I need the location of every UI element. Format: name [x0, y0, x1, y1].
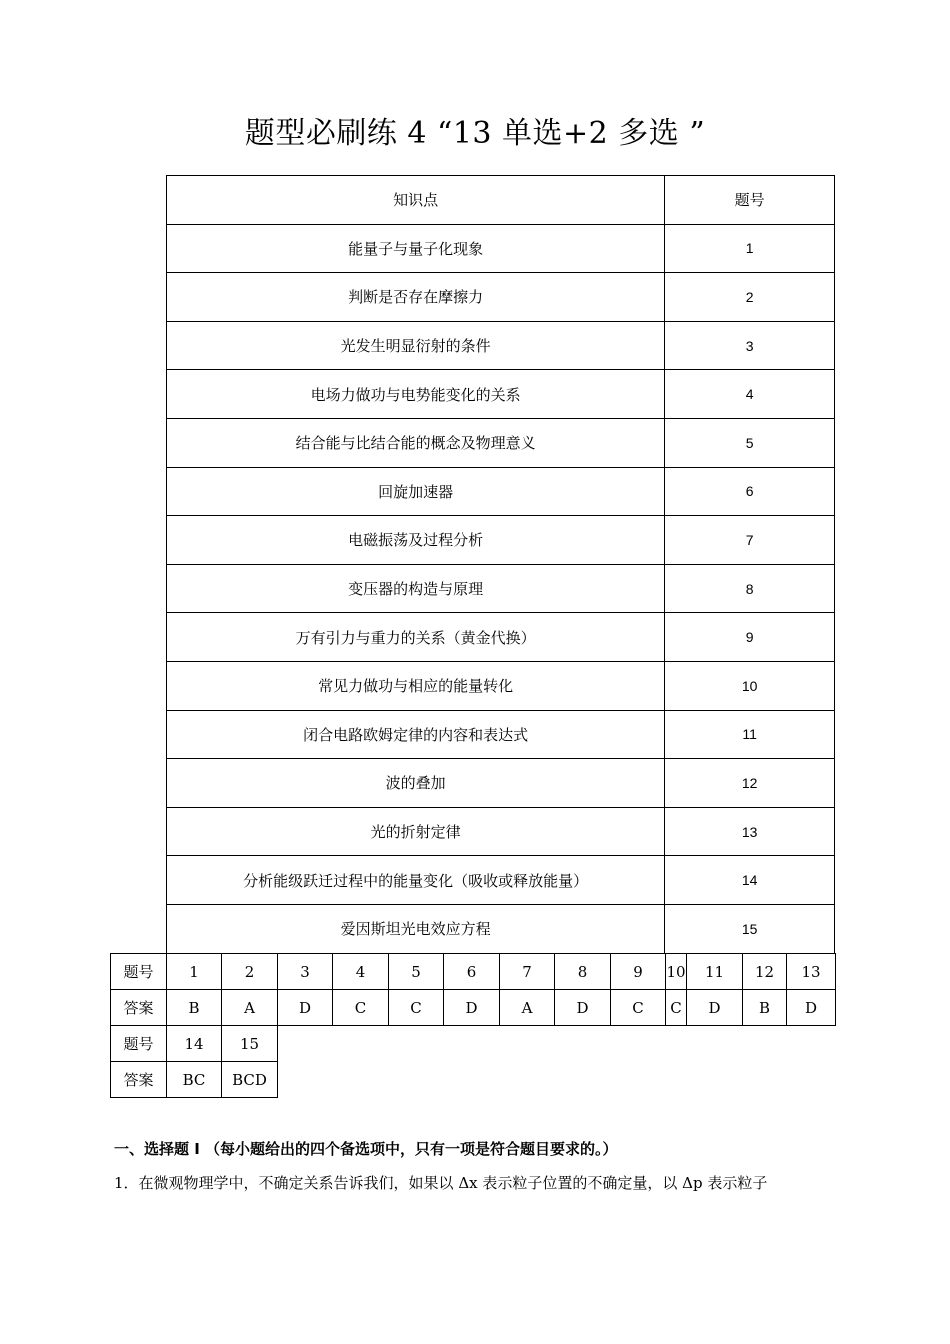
empty-cell	[333, 1062, 389, 1098]
empty-cell	[444, 1062, 500, 1098]
empty-cell	[389, 1062, 444, 1098]
empty-cell	[500, 1062, 555, 1098]
row-label: 答案	[111, 1062, 167, 1098]
empty-cell	[611, 1062, 666, 1098]
question-number-cell: 1	[665, 224, 835, 273]
knowledge-cell: 万有引力与重力的关系（黄金代换）	[167, 613, 665, 662]
answer-cell: D	[444, 990, 500, 1026]
row-label: 答案	[111, 990, 167, 1026]
answer-cell: B	[167, 990, 222, 1026]
answer-cell: C	[333, 990, 389, 1026]
question-number-cell: 12	[665, 759, 835, 808]
empty-cell	[743, 1062, 787, 1098]
answer-cell: B	[743, 990, 787, 1026]
answer-cell: A	[500, 990, 555, 1026]
question-1-text: 1．在微观物理学中，不确定关系告诉我们，如果以 Δx 表示粒子位置的不确定量，以 Δp 表示粒子	[114, 1174, 768, 1192]
page-title: 题型必刷练 4 “13 单选+2 多选 ”	[244, 116, 706, 151]
empty-cell	[611, 1026, 666, 1062]
empty-cell	[687, 1026, 743, 1062]
knowledge-row	[167, 370, 835, 419]
knowledge-cell: 变压器的构造与原理	[167, 564, 665, 613]
empty-cell	[278, 1062, 333, 1098]
knowledge-row	[167, 710, 835, 759]
knowledge-row	[167, 564, 835, 613]
number-cell: 15	[222, 1026, 278, 1062]
knowledge-cell: 判断是否存在摩擦力	[167, 273, 665, 322]
number-cell: 14	[167, 1026, 222, 1062]
knowledge-cell: 回旋加速器	[167, 467, 665, 516]
question-number-cell: 14	[665, 856, 835, 905]
number-cell: 4	[333, 954, 389, 990]
empty-cell	[787, 1062, 836, 1098]
answer-cell: C	[666, 990, 687, 1026]
empty-cell	[787, 1026, 836, 1062]
knowledge-row	[167, 418, 835, 467]
number-cell: 7	[500, 954, 555, 990]
answer-cell: C	[611, 990, 666, 1026]
empty-cell	[278, 1026, 333, 1062]
knowledge-row	[167, 807, 835, 856]
number-cell: 6	[444, 954, 500, 990]
answer-cell: D	[687, 990, 743, 1026]
knowledge-cell: 波的叠加	[167, 759, 665, 808]
empty-cell	[500, 1026, 555, 1062]
empty-cell	[687, 1062, 743, 1098]
number-cell: 13	[787, 954, 836, 990]
number-cell: 3	[278, 954, 333, 990]
knowledge-row	[167, 613, 835, 662]
answer-table	[110, 953, 836, 1098]
knowledge-cell: 结合能与比结合能的概念及物理意义	[167, 418, 665, 467]
number-cell: 11	[687, 954, 743, 990]
empty-cell	[555, 1026, 611, 1062]
knowledge-cell: 电磁振荡及过程分析	[167, 516, 665, 565]
knowledge-row	[167, 904, 835, 953]
question-number-cell: 7	[665, 516, 835, 565]
question-number-cell: 10	[665, 661, 835, 710]
knowledge-table	[166, 175, 835, 954]
number-cell: 8	[555, 954, 611, 990]
number-cell: 12	[743, 954, 787, 990]
question-number-cell: 5	[665, 418, 835, 467]
answer-cell: A	[222, 990, 278, 1026]
knowledge-row	[167, 467, 835, 516]
empty-cell	[389, 1026, 444, 1062]
question-number-cell: 8	[665, 564, 835, 613]
answer-cell: D	[555, 990, 611, 1026]
question-number-cell: 4	[665, 370, 835, 419]
answer-cell: BCD	[222, 1062, 278, 1098]
answer-cell: C	[389, 990, 444, 1026]
number-cell: 1	[167, 954, 222, 990]
empty-cell	[666, 1026, 687, 1062]
answer-cell: BC	[167, 1062, 222, 1098]
question-number-cell: 9	[665, 613, 835, 662]
number-row	[111, 954, 836, 990]
number-cell: 5	[389, 954, 444, 990]
question-number-cell: 11	[665, 710, 835, 759]
knowledge-row	[167, 661, 835, 710]
knowledge-row	[167, 273, 835, 322]
knowledge-cell: 光发生明显衍射的条件	[167, 321, 665, 370]
knowledge-row	[167, 321, 835, 370]
answer-cell: D	[278, 990, 333, 1026]
row-label: 题号	[111, 954, 167, 990]
empty-cell	[666, 1062, 687, 1098]
knowledge-row	[167, 856, 835, 905]
empty-cell	[743, 1026, 787, 1062]
knowledge-cell: 电场力做功与电势能变化的关系	[167, 370, 665, 419]
section-heading: 一、选择题 I （每小题给出的四个备选项中，只有一项是符合题目要求的。）	[114, 1140, 618, 1158]
knowledge-cell: 能量子与量子化现象	[167, 224, 665, 273]
knowledge-row	[167, 516, 835, 565]
number-cell: 2	[222, 954, 278, 990]
empty-cell	[333, 1026, 389, 1062]
number-row-2	[111, 1026, 836, 1062]
knowledge-table-header	[167, 176, 835, 225]
knowledge-cell: 闭合电路欧姆定律的内容和表达式	[167, 710, 665, 759]
question-number-cell: 2	[665, 273, 835, 322]
question-number-cell: 13	[665, 807, 835, 856]
row-label: 题号	[111, 1026, 167, 1062]
empty-cell	[555, 1062, 611, 1098]
knowledge-cell: 分析能级跃迁过程中的能量变化（吸收或释放能量）	[167, 856, 665, 905]
knowledge-row	[167, 224, 835, 273]
knowledge-row	[167, 759, 835, 808]
header-number: 题号	[665, 176, 835, 225]
header-knowledge: 知识点	[167, 176, 665, 225]
answer-row	[111, 990, 836, 1026]
knowledge-cell: 爱因斯坦光电效应方程	[167, 904, 665, 953]
question-number-cell: 3	[665, 321, 835, 370]
knowledge-cell: 光的折射定律	[167, 807, 665, 856]
empty-cell	[444, 1026, 500, 1062]
question-number-cell: 15	[665, 904, 835, 953]
question-number-cell: 6	[665, 467, 835, 516]
answer-row-2	[111, 1062, 836, 1098]
number-cell: 10	[666, 954, 687, 990]
number-cell: 9	[611, 954, 666, 990]
answer-cell: D	[787, 990, 836, 1026]
knowledge-cell: 常见力做功与相应的能量转化	[167, 661, 665, 710]
